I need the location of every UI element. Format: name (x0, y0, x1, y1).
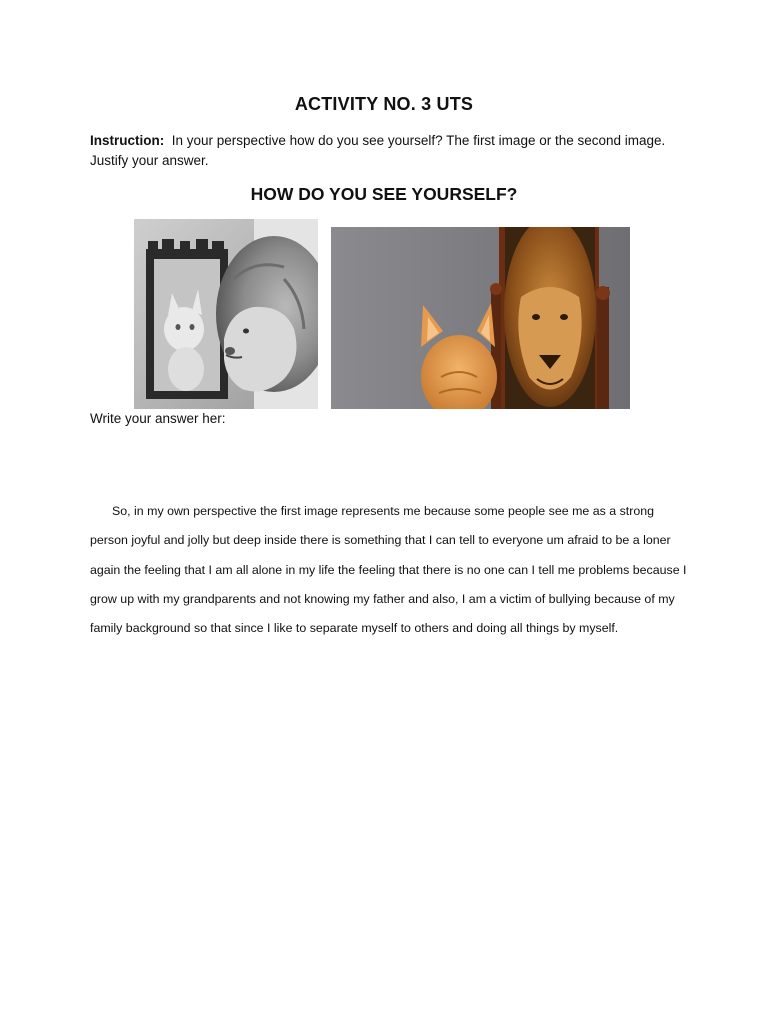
second-image (331, 227, 630, 409)
page-title: ACTIVITY NO. 3 UTS (294, 94, 474, 114)
first-image (134, 219, 318, 409)
answer-prompt: Write your answer her: (90, 411, 226, 426)
instruction-paragraph (90, 131, 680, 171)
cat-mirror-lion-color-illustration (331, 227, 630, 409)
instruction-text: In your perspective how do you see yourself? The first image or the second image. Justify your answer. (90, 133, 666, 168)
section-heading: HOW DO YOU SEE YOURSELF? (250, 184, 518, 204)
lion-mirror-grayscale-illustration (134, 219, 318, 409)
answer-paragraph: So, in my own perspective the first image represents me because some people see me as a strong person joyful and jolly but deep inside there is something that I can tell to everyone um afraid to be a loner again the feeling that I am all alone in my life the feeling that there is no one can I tell me problems because I grow up with my grandparents and not knowing my father and also, I am a victim of bullying because of my family background so that since I like to separate myself to others and doing all things by myself. (90, 504, 687, 636)
instruction-label: Instruction: (90, 133, 165, 148)
